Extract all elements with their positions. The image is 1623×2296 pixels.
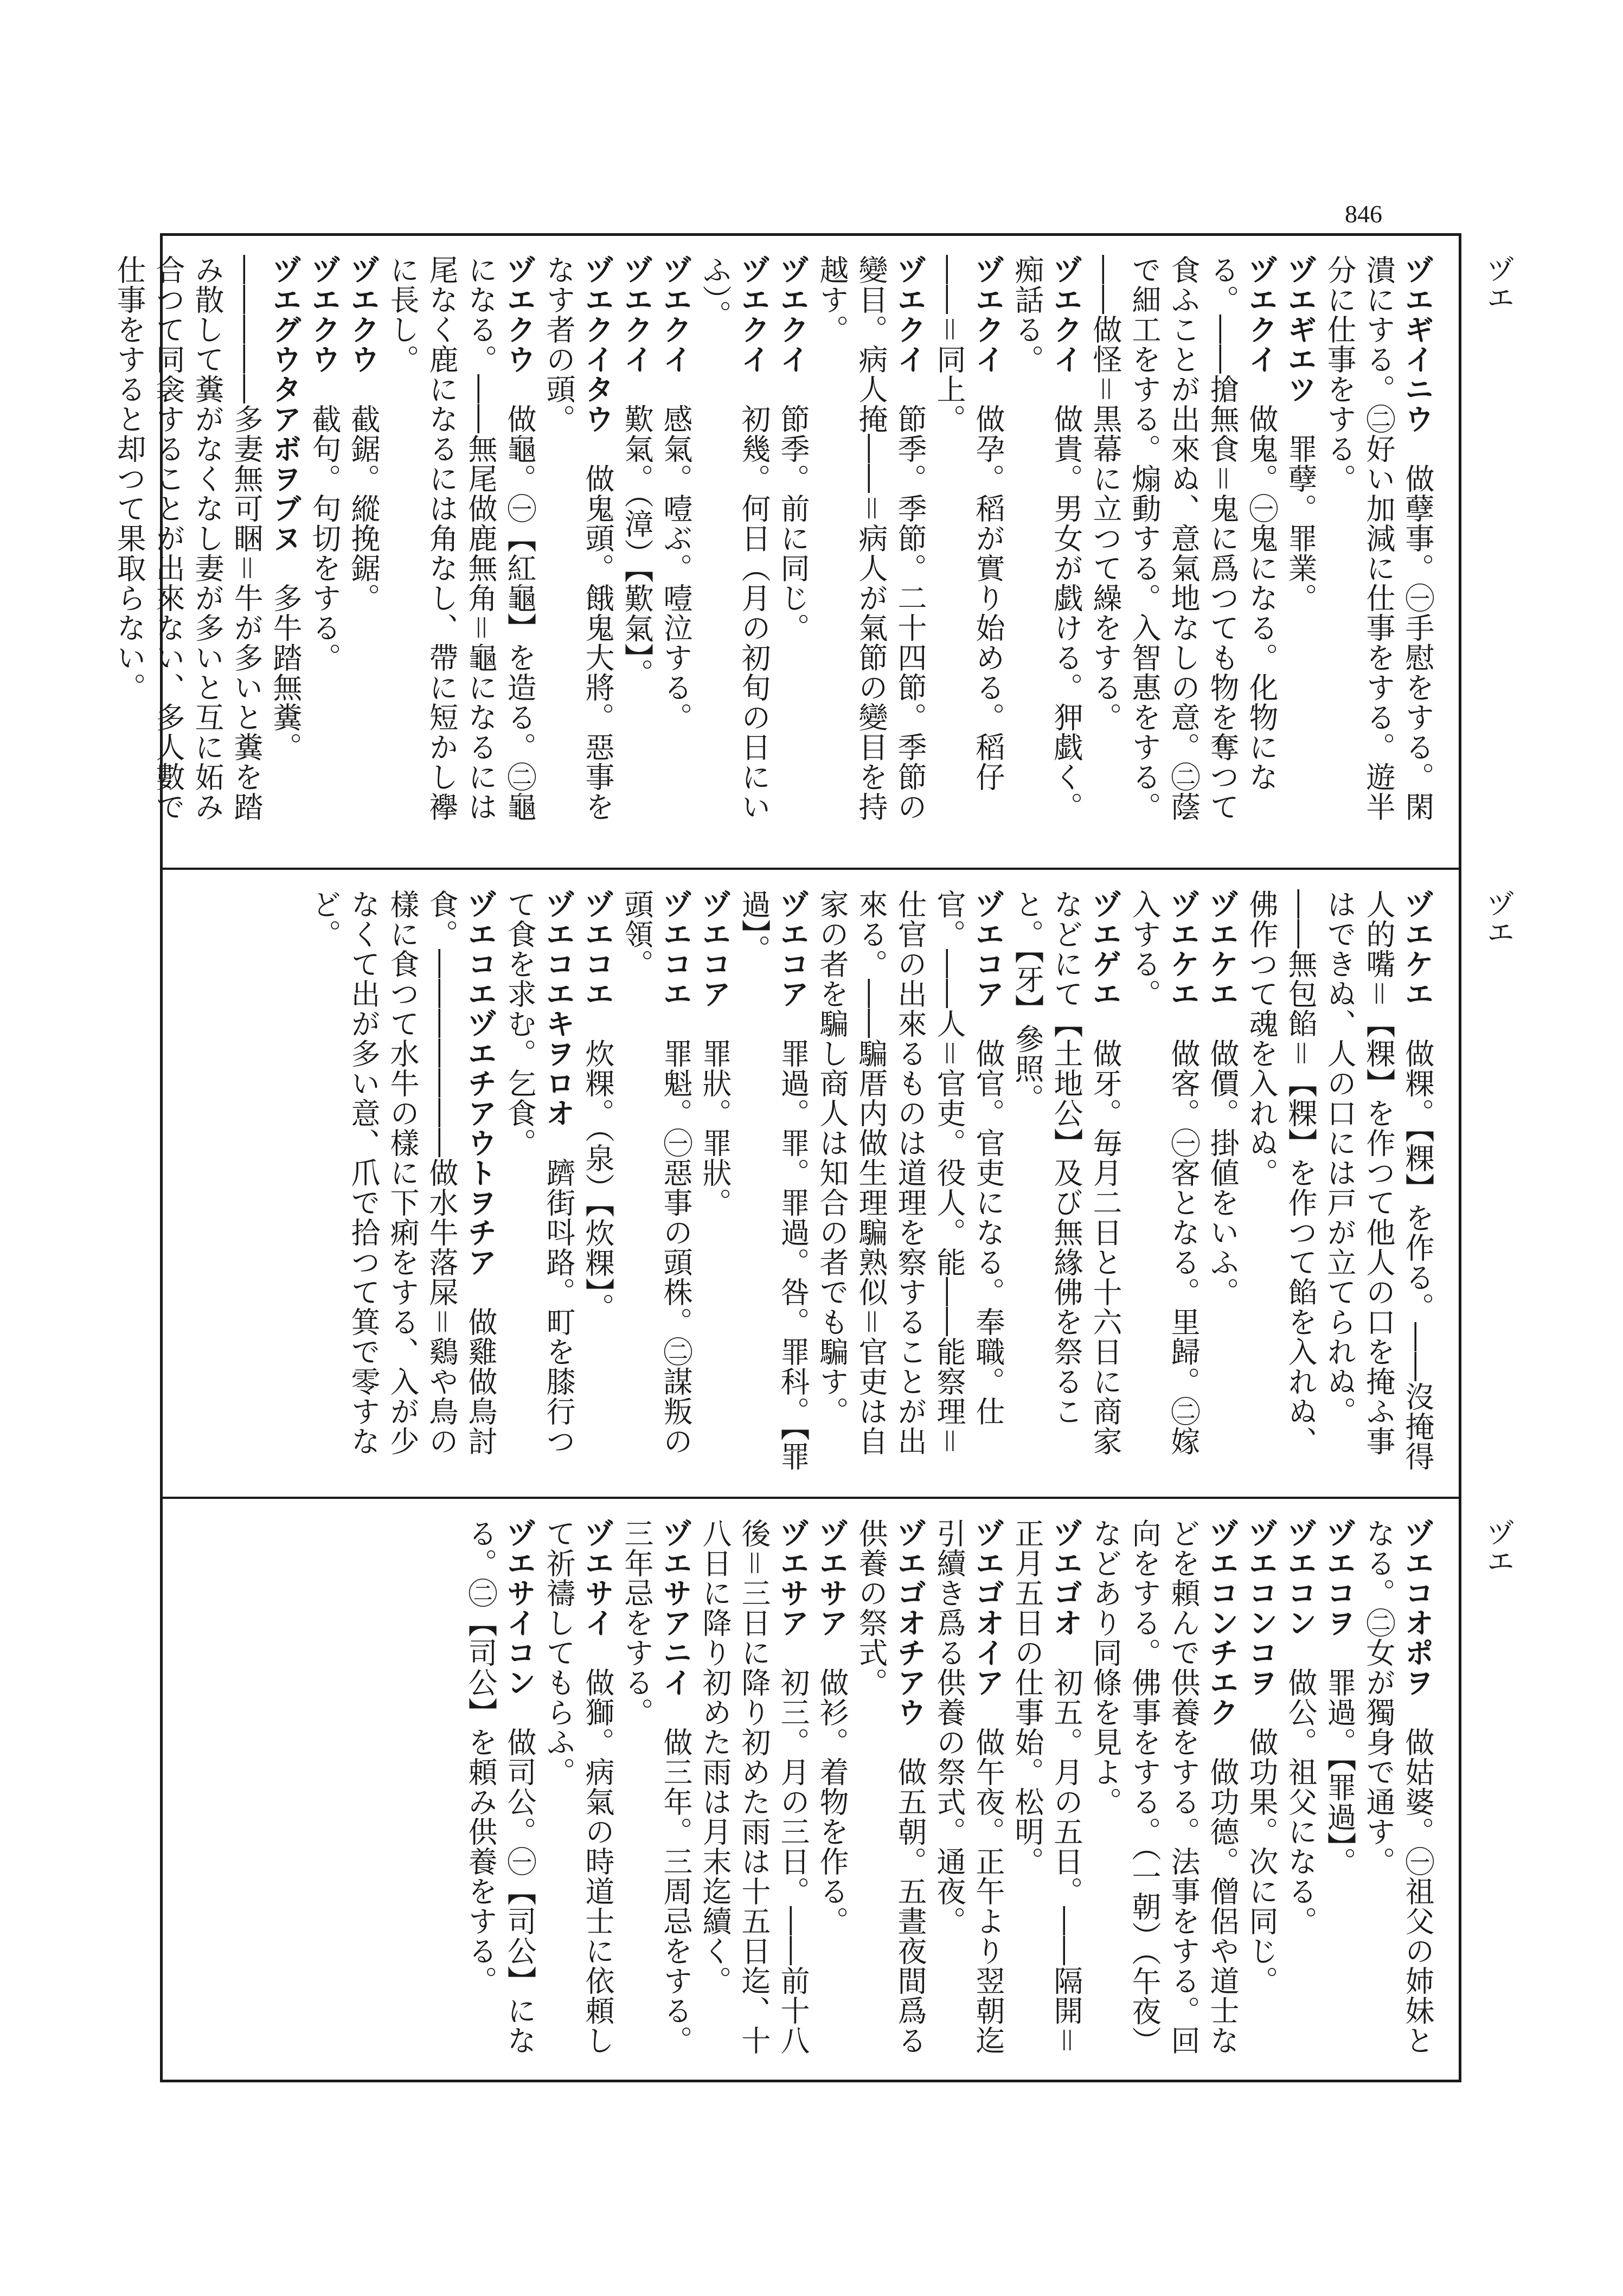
entry-head: ヅエクイ bbox=[736, 255, 771, 374]
entry-head: ヅエコア bbox=[971, 889, 1005, 1009]
entry-text: 做鬼。㊀鬼になる。化物になる。――搶無食＝鬼に爲つても物を奪つて食ふことが出來ぬ、意氣地なしの意。㊁蔭で細工をする。煽動する。入智惠をする。――做怪＝黒幕に立つて繰をする。 bbox=[1088, 255, 1279, 822]
dictionary-entry bbox=[578, 889, 617, 1475]
dictionary-entry bbox=[305, 889, 500, 1475]
dictionary-entry bbox=[812, 1518, 851, 2066]
entry-head: ヅエサアニイ bbox=[658, 1518, 693, 1697]
entry-head: ヅエクイ bbox=[658, 255, 693, 374]
dictionary-band-3 bbox=[179, 1513, 1437, 2071]
entry-head: ヅエコア bbox=[775, 889, 810, 1009]
entry-text: 截鋸。縱挽鋸。 bbox=[347, 404, 381, 613]
entry-text: 做雞做鳥討食。―――――――做水牛落屎＝鷄や鳥の樣に食つて水牛の樣に下痢をする、入が少なくて出が多い意、爪で拾つて箕で零すなど。 bbox=[307, 889, 498, 1456]
entry-head: ヅエサイコン bbox=[502, 1518, 537, 1697]
dictionary-entry bbox=[1008, 1518, 1086, 2066]
dictionary-entry bbox=[1242, 889, 1437, 1475]
entry-text: 炊粿。（泉）【炊粿】。 bbox=[581, 1038, 615, 1323]
entry-head: ヅエコエ bbox=[580, 889, 615, 1009]
entry-head: ヅエケエ bbox=[1400, 889, 1435, 1009]
entry-text: 做公。祖父になる。 bbox=[1284, 1668, 1318, 1936]
entry-head: ヅエコエキヲロオ bbox=[541, 889, 576, 1128]
entry-head: ヅエゲエ bbox=[1088, 889, 1122, 1009]
entry-head: ヅエコンチエク bbox=[1205, 1518, 1240, 1727]
entry-head: ヅエサイ bbox=[580, 1518, 615, 1638]
entry-text: 做三年。三周忌をする。三年忌をする。 bbox=[620, 1518, 693, 2055]
entry-text: 歎氣。（漳）【歎氣】。 bbox=[620, 404, 654, 688]
dictionary-entry bbox=[500, 889, 578, 1475]
entry-text: 截句。句切をする。 bbox=[307, 404, 342, 672]
entry-text: 做獅。病氣の時道士に依頼して祈禱してもらふ。 bbox=[542, 1518, 615, 2055]
band-header-kana: ヅエ bbox=[1481, 1518, 1514, 1575]
dictionary-entry bbox=[656, 255, 695, 846]
entry-text: 初五。月の五日。――隔開＝正月五日の仕事始。松明。 bbox=[1010, 1518, 1083, 2055]
entry-head: ヅエクイ bbox=[971, 255, 1005, 374]
band-divider bbox=[163, 868, 1459, 870]
entry-text: 罪過。【罪過】。 bbox=[1323, 1668, 1357, 1877]
dictionary-entry bbox=[344, 255, 383, 846]
entry-text: 罪過。罪。罪過。咎。罪科。【罪過】。 bbox=[737, 889, 810, 1471]
entry-text: 罪狀。罪狀。 bbox=[698, 1038, 732, 1217]
dictionary-entry bbox=[617, 1518, 695, 2066]
dictionary-entry bbox=[1086, 1518, 1242, 2066]
entry-text: 做鬼頭。餓鬼大將。惡事をなす者の頭。 bbox=[542, 255, 615, 822]
dictionary-entry bbox=[695, 255, 773, 846]
entry-text: 做客。㊀客となる。里歸。㊁嫁入する。 bbox=[1127, 889, 1201, 1456]
dictionary-entry bbox=[695, 889, 734, 1475]
dictionary-entry bbox=[734, 889, 812, 1475]
entry-head: ヅエクイ bbox=[1049, 255, 1083, 374]
dictionary-entry bbox=[539, 1518, 617, 2066]
dictionary-band-1 bbox=[112, 249, 1437, 851]
entry-head: ヅエコア bbox=[697, 889, 732, 1009]
entry-text: 做官。官吏になる。奉職。仕官。――人＝官吏。役人。能――能察理＝仕官の出來るものは道理を察することが出來る。――騙厝内做生理騙熟似＝官吏は自家の者を騙し商人は知合の者でも騙す。 bbox=[815, 889, 1005, 1456]
entry-head: ヅエクウ bbox=[307, 255, 342, 374]
dictionary-entry bbox=[812, 255, 929, 846]
band-header-kana: ヅエ bbox=[1481, 255, 1514, 311]
entry-head: ヅエクイ bbox=[775, 255, 810, 374]
dictionary-entry bbox=[695, 1518, 812, 2066]
dictionary-entry bbox=[1203, 889, 1242, 1475]
entry-text: 做功德。僧侶や道士などを頼んで供養をする。法事をする。回向をする。佛事をする。（一朝）（午夜）などあり同條を見よ。 bbox=[1088, 1518, 1240, 2056]
entry-head: ヅエケエ bbox=[1166, 889, 1201, 1009]
entry-text: 做價。掛値をいふ。 bbox=[1205, 1038, 1240, 1307]
dictionary-entry bbox=[110, 255, 305, 846]
entry-head: ヅエケエ bbox=[1205, 889, 1240, 1009]
dictionary-entry bbox=[539, 255, 617, 846]
entry-head: ヅエギエツ bbox=[1283, 255, 1318, 404]
entry-text: 初三。月の三日。――前十八後＝三日に降り初めた雨は十五日迄、十八日に降り初めた雨は月末迄續く。 bbox=[698, 1518, 810, 2055]
entry-text: 躋街呌路。町を膝行つて食を求む。乞食。 bbox=[503, 889, 576, 1456]
dictionary-entry bbox=[1086, 255, 1281, 846]
entry-text: 做牙。毎月二日と十六日に商家などにて【土地公】及び無緣佛を祭ること。【牙】參照。 bbox=[1010, 889, 1122, 1456]
entry-text: 做粿。【粿】を作る。――沒掩得人的嘴＝【粿】を作つて他人の口を掩ふ事はできぬ、人の口には戸が立てられぬ。――無包餡＝【粿】を作つて餡を入れぬ、佛作つて魂を入れぬ。 bbox=[1244, 889, 1435, 1471]
entry-text: 做貴。男女が戯ける。狎戯く。痴話る。 bbox=[1010, 255, 1083, 822]
dictionary-entry bbox=[812, 889, 1008, 1475]
entry-head: ヅエコンコヲ bbox=[1244, 1518, 1279, 1697]
entry-head: ヅエクウ bbox=[502, 255, 537, 374]
entry-text: 做姑婆。㊀祖父の姉妹となる。㊁女が獨身で通す。 bbox=[1362, 1518, 1435, 2055]
entry-text: 做五朝。五晝夜間爲る供養の祭式。 bbox=[854, 1518, 927, 2055]
band-header-kana: ヅエ bbox=[1481, 889, 1514, 946]
entry-head: ヅエクイタウ bbox=[580, 255, 615, 434]
entry-text: 做衫。着物を作る。 bbox=[815, 1668, 849, 1936]
dictionary-entry bbox=[1008, 255, 1086, 846]
entry-head: ヅエクイ bbox=[619, 255, 654, 374]
dictionary-band-2 bbox=[179, 884, 1437, 1480]
entry-head: ヅエゴオ bbox=[1049, 1518, 1083, 1638]
dictionary-entry bbox=[1242, 1518, 1281, 2066]
entry-text: 初幾。何日（月の初旬の日にいふ）。 bbox=[698, 255, 771, 822]
dictionary-entry bbox=[1008, 889, 1125, 1475]
entry-text: 罪魁。㊀惡事の頭株。㊁謀叛の頭領。 bbox=[620, 889, 693, 1456]
entry-text: 做午夜。正午より翌朝迄引續き爲る供養の祭式。通夜。 bbox=[932, 1518, 1005, 2055]
dictionary-entry bbox=[617, 889, 695, 1475]
entry-head: ヅエコエ bbox=[658, 889, 693, 1009]
entry-text: 做孕。稻が實り始める。稻仔――＝同上。 bbox=[932, 255, 1005, 792]
dictionary-entry bbox=[773, 255, 812, 846]
entry-head: ヅエコオポヲ bbox=[1400, 1518, 1435, 1697]
entry-head: ヅエコエヅエチアウトヲチア bbox=[463, 889, 498, 1277]
entry-text: 節季。前に同じ。 bbox=[776, 404, 810, 643]
dictionary-entry bbox=[1320, 255, 1437, 846]
dictionary-entry bbox=[1125, 889, 1203, 1475]
entry-head: ヅエコン bbox=[1283, 1518, 1318, 1638]
dictionary-entry bbox=[851, 1518, 929, 2066]
dictionary-entry bbox=[305, 255, 344, 846]
entry-head: ヅエサア bbox=[814, 1518, 849, 1638]
entry-text: 多牛踏無糞。―――――多妻無可睏＝牛が多いと糞を踏み散して糞がなくなし妻が多いと互に妬み合つて同衾することが出來ない、多人數で仕事をすると却つて果取らない。 bbox=[112, 255, 303, 822]
band-divider bbox=[163, 1497, 1459, 1499]
entry-text: 罪孽。罪業。 bbox=[1284, 434, 1318, 613]
entry-text: 節季。季節。二十四節。季節の變目。病人掩――＝病人が氣節の變目を持越す。 bbox=[815, 255, 927, 822]
dictionary-entry bbox=[1281, 1518, 1320, 2066]
entry-text: 做司公。㊀【司公】になる。㊁【司公】を頼み供養をする。 bbox=[464, 1518, 537, 2055]
dictionary-entry bbox=[929, 255, 1008, 846]
entry-text: 做孽事。㊀手慰をする。閑潰にする。㊁好い加減に仕事をする。遊半分に仕事をする。 bbox=[1323, 255, 1435, 822]
dictionary-entry bbox=[1281, 255, 1320, 846]
entry-text: 做龜。㊀【紅龜】を造る。㊁龜になる。――無尾做鹿無角＝龜になるには尾なく鹿になるには角なし、帶に短かし襷に長し。 bbox=[386, 255, 537, 822]
dictionary-entry bbox=[929, 1518, 1008, 2066]
dictionary-entry bbox=[383, 255, 539, 846]
entry-head: ヅエギイニウ bbox=[1400, 255, 1435, 434]
entry-head: ヅエクウ bbox=[346, 255, 381, 374]
page-number: 846 bbox=[1345, 200, 1382, 228]
entry-head: ヅエゴオイア bbox=[971, 1518, 1005, 1697]
entry-head: ヅエサア bbox=[775, 1518, 810, 1638]
dictionary-entry bbox=[1320, 1518, 1359, 2066]
dictionary-entry bbox=[1359, 1518, 1437, 2066]
entry-head: ヅエグウタアボヲブヌ bbox=[268, 255, 303, 553]
entry-head: ヅエクイ bbox=[1244, 255, 1279, 374]
entry-text: 感氣。噎ぶ。噎泣する。 bbox=[659, 404, 693, 732]
entry-head: ヅエゴオチアウ bbox=[893, 1518, 927, 1727]
dictionary-entry bbox=[461, 1518, 539, 2066]
entry-head: ヅエクイ bbox=[893, 255, 927, 374]
entry-text: 做功果。次に同じ。 bbox=[1244, 1727, 1279, 1996]
dictionary-entry bbox=[617, 255, 656, 846]
entry-head: ヅエコヲ bbox=[1322, 1518, 1357, 1638]
